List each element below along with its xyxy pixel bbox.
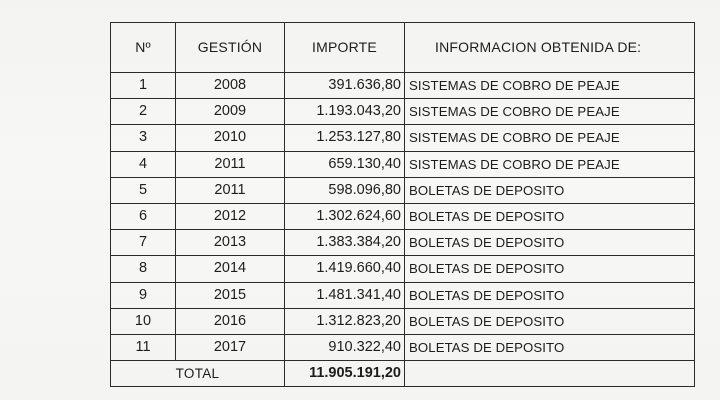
table-row	[111, 203, 695, 229]
row-year: 2012	[176, 203, 285, 229]
row-number: 11	[111, 334, 176, 360]
row-year: 2011	[176, 151, 285, 177]
table-row	[111, 230, 695, 256]
row-source: BOLETAS DE DEPOSITO	[405, 308, 695, 334]
table-row	[111, 308, 695, 334]
row-year: 2017	[176, 334, 285, 360]
total-empty-cell	[405, 361, 695, 387]
row-year: 2011	[176, 177, 285, 203]
row-amount: 1.312.823,20	[285, 308, 405, 334]
row-year: 2008	[176, 73, 285, 99]
row-source: BOLETAS DE DEPOSITO	[405, 282, 695, 308]
row-year: 2009	[176, 99, 285, 125]
data-table	[110, 22, 695, 387]
header-year: GESTIÓN	[176, 23, 285, 73]
row-number: 3	[111, 125, 176, 151]
header-source: INFORMACION OBTENIDA DE:	[405, 23, 695, 73]
row-source: BOLETAS DE DEPOSITO	[405, 203, 695, 229]
table-row	[111, 99, 695, 125]
table-row	[111, 282, 695, 308]
row-number: 5	[111, 177, 176, 203]
table-row	[111, 256, 695, 282]
total-amount: 11.905.191,20	[285, 361, 405, 387]
row-year: 2016	[176, 308, 285, 334]
row-source: BOLETAS DE DEPOSITO	[405, 230, 695, 256]
row-year: 2010	[176, 125, 285, 151]
row-amount: 1.193.043,20	[285, 99, 405, 125]
row-source: SISTEMAS DE COBRO DE PEAJE	[405, 125, 695, 151]
row-amount: 659.130,40	[285, 151, 405, 177]
row-year: 2014	[176, 256, 285, 282]
row-amount: 1.419.660,40	[285, 256, 405, 282]
row-amount: 910.322,40	[285, 334, 405, 360]
row-year: 2013	[176, 230, 285, 256]
table-row	[111, 177, 695, 203]
total-label: TOTAL	[111, 361, 285, 387]
row-number: 10	[111, 308, 176, 334]
row-source: BOLETAS DE DEPOSITO	[405, 256, 695, 282]
table-row	[111, 125, 695, 151]
row-number: 9	[111, 282, 176, 308]
row-amount: 1.302.624,60	[285, 203, 405, 229]
table-row	[111, 73, 695, 99]
header-amount: IMPORTE	[285, 23, 405, 73]
row-amount: 1.253.127,80	[285, 125, 405, 151]
header-num: Nº	[111, 23, 176, 73]
header-row	[111, 23, 695, 73]
table-body	[111, 73, 695, 361]
row-number: 6	[111, 203, 176, 229]
row-number: 4	[111, 151, 176, 177]
table-container	[110, 22, 695, 387]
row-amount: 1.481.341,40	[285, 282, 405, 308]
row-year: 2015	[176, 282, 285, 308]
row-amount: 598.096,80	[285, 177, 405, 203]
row-source: BOLETAS DE DEPOSITO	[405, 177, 695, 203]
row-amount: 391.636,80	[285, 73, 405, 99]
row-number: 2	[111, 99, 176, 125]
row-source: BOLETAS DE DEPOSITO	[405, 334, 695, 360]
row-amount: 1.383.384,20	[285, 230, 405, 256]
row-number: 8	[111, 256, 176, 282]
table-row	[111, 151, 695, 177]
row-number: 1	[111, 73, 176, 99]
row-source: SISTEMAS DE COBRO DE PEAJE	[405, 151, 695, 177]
row-source: SISTEMAS DE COBRO DE PEAJE	[405, 73, 695, 99]
row-source: SISTEMAS DE COBRO DE PEAJE	[405, 99, 695, 125]
table-row	[111, 334, 695, 360]
row-number: 7	[111, 230, 176, 256]
table-header	[111, 23, 695, 73]
table-footer	[111, 361, 695, 387]
total-row	[111, 361, 695, 387]
